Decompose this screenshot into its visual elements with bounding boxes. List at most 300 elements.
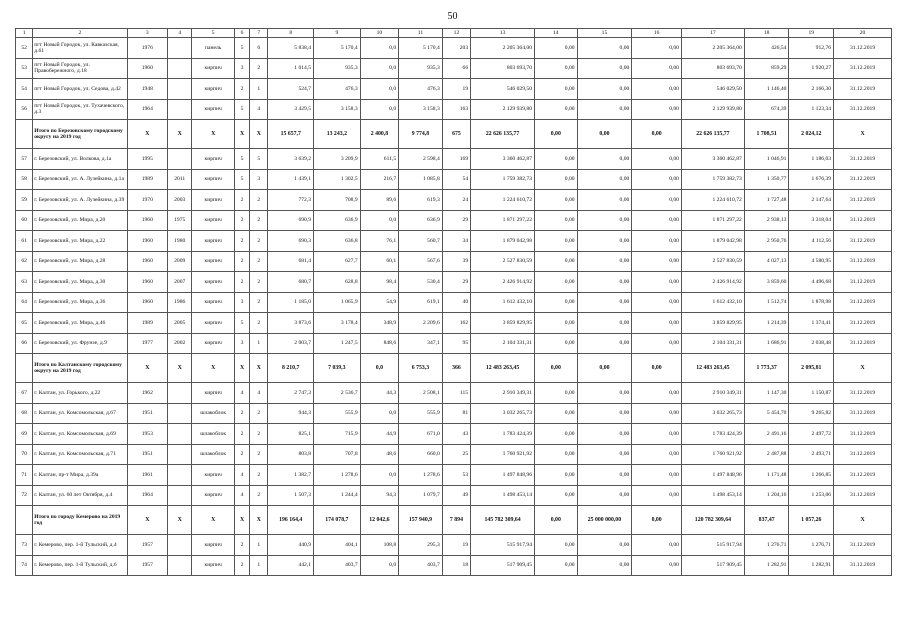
- table-cell: 0,0: [360, 465, 399, 486]
- table-cell: X: [192, 120, 235, 149]
- table-cell: 65: [16, 313, 33, 334]
- table-cell: 803 693,70: [681, 58, 744, 79]
- table-cell: 7 039,3: [314, 354, 361, 383]
- table-cell: 31.12.2019: [834, 424, 892, 445]
- table-cell: 2: [234, 231, 249, 252]
- table-cell: 0,00: [535, 444, 578, 465]
- table-cell: 19: [442, 79, 470, 100]
- table-cell: 69: [16, 424, 33, 445]
- table-cell: X: [250, 120, 268, 149]
- table-cell: 2: [250, 272, 268, 293]
- table-cell: кирпич: [192, 465, 235, 486]
- table-cell: 15 657,7: [268, 120, 314, 149]
- table-cell: 2 497,72: [789, 424, 834, 445]
- table-cell: 1 224 610,72: [471, 190, 535, 211]
- table-cell: 628,8: [314, 272, 361, 293]
- table-cell: 4: [234, 465, 249, 486]
- table-cell: 1951: [127, 403, 168, 424]
- table-cell: 2 104 331,31: [681, 333, 744, 354]
- table-cell: кирпич: [192, 79, 235, 100]
- table-cell: 0,00: [577, 403, 632, 424]
- table-cell: X: [192, 506, 235, 535]
- table-cell: 0,00: [632, 190, 682, 211]
- table-cell: 1964: [127, 99, 168, 120]
- table-cell: 1960: [127, 272, 168, 293]
- table-cell: 0,00: [535, 251, 578, 272]
- table-cell: X: [168, 120, 192, 149]
- table-cell: 2: [250, 58, 268, 79]
- table-cell: кирпич: [192, 292, 235, 313]
- table-cell: 1 276,71: [744, 535, 789, 556]
- table-cell: 825,1: [268, 424, 314, 445]
- table-cell: 3 639,2: [268, 149, 314, 170]
- table-cell: 76,1: [360, 231, 399, 252]
- table-cell: 0,0: [360, 99, 399, 120]
- table-cell: 4 580,95: [789, 251, 834, 272]
- table-cell: шлакоблок: [192, 424, 235, 445]
- table-cell: 12 483 263,45: [471, 354, 535, 383]
- table-cell: 61: [16, 231, 33, 252]
- table-cell: 0,00: [632, 251, 682, 272]
- table-cell: 66: [442, 58, 470, 79]
- table-cell: 2: [250, 485, 268, 506]
- column-number-cell: 9: [314, 29, 361, 38]
- table-cell: шлакоблок: [192, 403, 235, 424]
- table-cell: 2: [250, 444, 268, 465]
- table-cell: [168, 58, 192, 79]
- table-cell: 0,00: [577, 535, 632, 556]
- table-cell: 0,00: [535, 333, 578, 354]
- table-cell: 31.12.2019: [834, 79, 892, 100]
- column-number-cell: 20: [834, 29, 892, 38]
- table-cell: 1 282,91: [744, 555, 789, 576]
- table-cell: 0,00: [632, 149, 682, 170]
- table-cell: 5 170,4: [314, 38, 361, 59]
- table-cell: 1 278,6: [399, 465, 443, 486]
- housing-repair-table: [15, 28, 892, 576]
- table-cell: 935,3: [399, 58, 443, 79]
- table-cell: 1 497 848,96: [471, 465, 535, 486]
- table-cell: [168, 403, 192, 424]
- table-cell: 1977: [127, 333, 168, 354]
- table-cell: 1 498 453,14: [471, 485, 535, 506]
- table-cell: 348,9: [360, 313, 399, 334]
- table-cell: 0,00: [577, 383, 632, 404]
- table-cell: 0,00: [632, 465, 682, 486]
- table-cell: 2 910 349,31: [471, 383, 535, 404]
- table-cell: 2 426 914,92: [681, 272, 744, 293]
- table-cell: 31.12.2019: [834, 403, 892, 424]
- table-cell: 0,00: [632, 535, 682, 556]
- table-cell: 1964: [127, 485, 168, 506]
- table-cell: 1 014,5: [268, 58, 314, 79]
- table-cell: 31.12.2019: [834, 231, 892, 252]
- table-cell: 0,00: [632, 292, 682, 313]
- table-cell: 67: [16, 383, 33, 404]
- table-cell: 2: [234, 272, 249, 293]
- table-cell: 1 497 848,96: [681, 465, 744, 486]
- table-cell: 145 782 309,64: [471, 506, 535, 535]
- table-cell: 3: [250, 169, 268, 190]
- table-cell: 0,00: [535, 506, 578, 535]
- table-cell: X: [250, 506, 268, 535]
- table-cell: 5 170,4: [399, 38, 443, 59]
- table-cell: 912,76: [789, 38, 834, 59]
- table-cell: 68: [16, 403, 33, 424]
- table-cell: 48,6: [360, 444, 399, 465]
- table-cell: панель: [192, 38, 235, 59]
- table-cell: кирпич: [192, 251, 235, 272]
- table-cell: 1 302,5: [314, 169, 361, 190]
- column-number-cell: 1: [16, 29, 33, 38]
- table-cell: 0,00: [535, 465, 578, 486]
- table-cell: 708,9: [314, 190, 361, 211]
- table-cell: 19: [442, 535, 470, 556]
- table-cell: 98,4: [360, 272, 399, 293]
- table-cell: 0,0: [360, 354, 399, 383]
- table-cell: 1 065,9: [314, 292, 361, 313]
- table-cell: [168, 38, 192, 59]
- table-cell: 636,9: [314, 210, 361, 231]
- table-cell: X: [834, 354, 892, 383]
- table-cell: 5: [234, 313, 249, 334]
- table-cell: кирпич: [192, 190, 235, 211]
- table-cell: 476,3: [314, 79, 361, 100]
- table-cell: 2: [250, 465, 268, 486]
- table-cell: 25 000 000,00: [577, 506, 632, 535]
- table-cell: 555,9: [399, 403, 443, 424]
- table-cell: 1 171,48: [744, 465, 789, 486]
- table-cell: 567,6: [399, 251, 443, 272]
- table-cell: 44,3: [360, 383, 399, 404]
- table-cell: [16, 120, 33, 149]
- table-cell: 944,3: [268, 403, 314, 424]
- table-row: [16, 424, 892, 445]
- table-cell: 1 057,26: [789, 506, 834, 535]
- table-cell: 772,3: [268, 190, 314, 211]
- table-cell: 0,00: [577, 79, 632, 100]
- table-row: [16, 485, 892, 506]
- table-cell: 1 612 432,10: [681, 292, 744, 313]
- table-cell: 0,00: [632, 555, 682, 576]
- table-cell: 39: [442, 251, 470, 272]
- table-cell: 89,6: [360, 190, 399, 211]
- table-cell: 1 350,77: [744, 169, 789, 190]
- table-cell: 1 871 297,22: [471, 210, 535, 231]
- table-cell: 31.12.2019: [834, 272, 892, 293]
- table-cell: 22 626 135,77: [471, 120, 535, 149]
- table-cell: 0,00: [535, 292, 578, 313]
- table-cell: 54,9: [360, 292, 399, 313]
- table-cell: 2: [250, 424, 268, 445]
- table-cell: 174 078,7: [314, 506, 361, 535]
- table-cell: 2: [250, 231, 268, 252]
- table-cell: 1 871 297,22: [681, 210, 744, 231]
- address-cell: г. Калтан, пр-т Мира, д.39а: [33, 465, 127, 486]
- table-cell: 2: [250, 190, 268, 211]
- table-cell: 295,3: [399, 535, 443, 556]
- table-cell: 517 909,45: [681, 555, 744, 576]
- table-cell: 1 759 382,73: [681, 169, 744, 190]
- table-cell: 71: [16, 465, 33, 486]
- column-number-cell: 4: [168, 29, 192, 38]
- table-cell: 0,00: [577, 272, 632, 293]
- table-cell: 560,7: [399, 231, 443, 252]
- address-cell: г. Березовский, ул. Мира, д.28: [33, 251, 127, 272]
- table-cell: 1: [250, 555, 268, 576]
- table-row: [16, 231, 892, 252]
- table-cell: 803,8: [268, 444, 314, 465]
- table-cell: 1995: [127, 149, 168, 170]
- table-cell: 3 859 829,95: [471, 313, 535, 334]
- table-row: [16, 251, 892, 272]
- table-cell: 64: [16, 292, 33, 313]
- table-cell: 3 209,9: [314, 149, 361, 170]
- table-cell: 2 038,48: [789, 333, 834, 354]
- table-cell: 196 164,4: [268, 506, 314, 535]
- table-cell: 5 838,4: [268, 38, 314, 59]
- table-cell: 476,3: [399, 79, 443, 100]
- table-cell: 0,00: [535, 190, 578, 211]
- table-cell: 2002: [168, 333, 192, 354]
- column-number-cell: 12: [442, 29, 470, 38]
- subtotal-label: Итого по Калтанскому городскому округу на 2019 год: [33, 354, 127, 383]
- table-cell: 0,00: [632, 354, 682, 383]
- address-cell: г. Калтан, ул. Комсомольская, д.67: [33, 403, 127, 424]
- address-cell: г. Кемерово, пер. 1-й Тульский, д.6: [33, 555, 127, 576]
- page-number: 50: [447, 11, 458, 22]
- table-row: [16, 403, 892, 424]
- table-row: [16, 272, 892, 293]
- table-cell: 3 429,5: [268, 99, 314, 120]
- table-cell: 2: [234, 251, 249, 272]
- table-row: [16, 149, 892, 170]
- table-cell: 0,00: [632, 313, 682, 334]
- table-cell: 0,00: [577, 99, 632, 120]
- table-cell: 1970: [127, 190, 168, 211]
- table-cell: 2009: [168, 251, 192, 272]
- table-cell: 2 598,4: [399, 149, 443, 170]
- table-cell: 1 244,4: [314, 485, 361, 506]
- table-cell: 1957: [127, 535, 168, 556]
- table-cell: 1: [250, 79, 268, 100]
- table-cell: X: [127, 120, 168, 149]
- column-number-row: [16, 29, 892, 38]
- table-row: [16, 465, 892, 486]
- address-cell: г. Березовский, ул. Фрунзе, д.9: [33, 333, 127, 354]
- column-number-cell: 8: [268, 29, 314, 38]
- table-cell: 34: [442, 231, 470, 252]
- table-cell: 31.12.2019: [834, 535, 892, 556]
- table-cell: 1 760 921,92: [471, 444, 535, 465]
- table-cell: 1975: [168, 210, 192, 231]
- table-cell: 54: [16, 79, 33, 100]
- table-cell: 157 940,9: [399, 506, 443, 535]
- table-cell: 0,00: [632, 444, 682, 465]
- table-cell: 1 079,7: [399, 485, 443, 506]
- table-cell: [168, 555, 192, 576]
- table-cell: 3 318,04: [789, 210, 834, 231]
- table-cell: 1 247,5: [314, 333, 361, 354]
- table-cell: 5: [234, 99, 249, 120]
- table-cell: [168, 444, 192, 465]
- column-number-cell: 11: [399, 29, 443, 38]
- table-cell: 1 686,91: [744, 333, 789, 354]
- column-number-cell: 5: [192, 29, 235, 38]
- table-cell: 1 214,39: [744, 313, 789, 334]
- table-cell: 31.12.2019: [834, 38, 892, 59]
- table-cell: 366: [442, 354, 470, 383]
- table-cell: 6 753,3: [399, 354, 443, 383]
- table-cell: X: [250, 354, 268, 383]
- table-cell: 1 773,37: [744, 354, 789, 383]
- subtotal-row: [16, 506, 892, 535]
- table-cell: 0,00: [535, 383, 578, 404]
- address-cell: пгт Новый Городок, ул. Седова, д.42: [33, 79, 127, 100]
- table-cell: 442,1: [268, 555, 314, 576]
- table-cell: 31.12.2019: [834, 169, 892, 190]
- table-cell: 1 760 921,92: [681, 444, 744, 465]
- table-cell: 2: [234, 555, 249, 576]
- table-cell: 2 205 364,00: [681, 38, 744, 59]
- column-number-cell: 13: [471, 29, 535, 38]
- table-cell: 2 491,16: [744, 424, 789, 445]
- table-cell: 0,0: [360, 79, 399, 100]
- table-cell: 0,00: [577, 149, 632, 170]
- table-cell: 31.12.2019: [834, 313, 892, 334]
- table-row: [16, 38, 892, 59]
- table-cell: 3 178,4: [314, 313, 361, 334]
- table-cell: 2 400,8: [360, 120, 399, 149]
- table-cell: 627,7: [314, 251, 361, 272]
- table-cell: 0,00: [535, 79, 578, 100]
- table-cell: 3 859,60: [744, 272, 789, 293]
- table-cell: 2 527 830,59: [681, 251, 744, 272]
- address-cell: г. Березовский, ул. Мира, д.22: [33, 231, 127, 252]
- table-cell: 2003: [168, 190, 192, 211]
- table-cell: 2: [250, 292, 268, 313]
- table-cell: 7 894: [442, 506, 470, 535]
- table-cell: 555,9: [314, 403, 361, 424]
- table-cell: 31.12.2019: [834, 190, 892, 211]
- table-cell: [168, 79, 192, 100]
- table-cell: 1957: [127, 555, 168, 576]
- table-cell: 2: [250, 403, 268, 424]
- table-cell: X: [168, 506, 192, 535]
- table-cell: 0,0: [360, 58, 399, 79]
- table-cell: 95: [442, 333, 470, 354]
- subtotal-row: [16, 354, 892, 383]
- table-cell: 2 129 939,80: [471, 99, 535, 120]
- table-cell: 43: [442, 424, 470, 445]
- table-cell: 31.12.2019: [834, 292, 892, 313]
- table-cell: 57: [16, 149, 33, 170]
- address-cell: пгт Новый Городок, ул. Тухачевского, д.3: [33, 99, 127, 120]
- column-number-cell: 19: [789, 29, 834, 38]
- table-cell: 3: [234, 333, 249, 354]
- table-cell: 1976: [127, 38, 168, 59]
- address-cell: г. Березовский, ул. Волкова, д.1а: [33, 149, 127, 170]
- table-cell: 162: [442, 313, 470, 334]
- table-cell: [168, 485, 192, 506]
- table-cell: 49: [442, 485, 470, 506]
- table-cell: 546 029,50: [471, 79, 535, 100]
- table-cell: 1 185,0: [268, 292, 314, 313]
- table-cell: 1 759 382,73: [471, 169, 535, 190]
- table-cell: 0,00: [577, 210, 632, 231]
- table-cell: 0,00: [632, 403, 682, 424]
- address-cell: г. Калтан, ул. Комсомольская, д.71: [33, 444, 127, 465]
- table-row: [16, 555, 892, 576]
- table-cell: 0,00: [632, 210, 682, 231]
- table-cell: кирпич: [192, 535, 235, 556]
- table-cell: 715,9: [314, 424, 361, 445]
- table-row: [16, 210, 892, 231]
- address-cell: пгт Новый Городок, ул. Правобережного, д.18: [33, 58, 127, 79]
- table-cell: 0,00: [577, 354, 632, 383]
- table-cell: 515 917,94: [471, 535, 535, 556]
- table-cell: 2 950,76: [744, 231, 789, 252]
- table-cell: 859,29: [744, 58, 789, 79]
- table-cell: 0,00: [535, 424, 578, 445]
- table-cell: 94,3: [360, 485, 399, 506]
- table-cell: 2 910 349,31: [681, 383, 744, 404]
- table-cell: X: [192, 354, 235, 383]
- column-number-cell: 7: [250, 29, 268, 38]
- column-number-cell: 2: [33, 29, 127, 38]
- table-cell: 6: [250, 38, 268, 59]
- table-cell: 636,9: [399, 210, 443, 231]
- table-cell: X: [127, 354, 168, 383]
- table-cell: 58: [16, 169, 33, 190]
- table-cell: 440,9: [268, 535, 314, 556]
- table-cell: 1 439,1: [268, 169, 314, 190]
- table-row: [16, 99, 892, 120]
- table-cell: 12 042,6: [360, 506, 399, 535]
- table-cell: 935,3: [314, 58, 361, 79]
- table-cell: кирпич: [192, 149, 235, 170]
- table-cell: 0,00: [535, 169, 578, 190]
- table-cell: 1962: [127, 383, 168, 404]
- table-cell: 115: [442, 383, 470, 404]
- table-cell: 74: [16, 555, 33, 576]
- table-cell: X: [834, 506, 892, 535]
- address-cell: г. Калтан, ул. 60 лет Октября, д.4: [33, 485, 127, 506]
- table-cell: кирпич: [192, 58, 235, 79]
- subtotal-row: [16, 120, 892, 149]
- table-cell: 1960: [127, 210, 168, 231]
- table-cell: 31.12.2019: [834, 485, 892, 506]
- table-cell: 403,7: [399, 555, 443, 576]
- column-number-cell: 18: [744, 29, 789, 38]
- table-cell: 53: [16, 58, 33, 79]
- table-cell: 0,0: [360, 555, 399, 576]
- table-cell: 426,54: [744, 38, 789, 59]
- table-row: [16, 79, 892, 100]
- table-cell: 2 536,7: [314, 383, 361, 404]
- table-cell: 31.12.2019: [834, 149, 892, 170]
- table-cell: кирпич: [192, 169, 235, 190]
- table-cell: X: [168, 354, 192, 383]
- table-cell: 1953: [127, 424, 168, 445]
- table-cell: 9 774,8: [399, 120, 443, 149]
- table-cell: 0,00: [535, 120, 578, 149]
- table-cell: 0,0: [360, 38, 399, 59]
- table-row: [16, 190, 892, 211]
- table-cell: 0,00: [535, 485, 578, 506]
- table-cell: 347,1: [399, 333, 443, 354]
- table-cell: 120 782 309,64: [681, 506, 744, 535]
